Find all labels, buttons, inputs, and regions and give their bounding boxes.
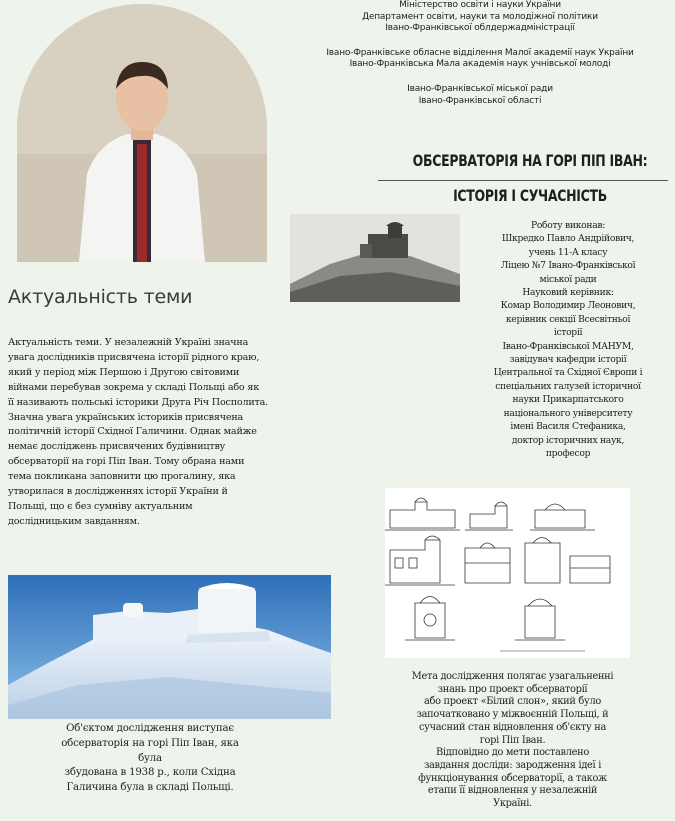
author-line: завідувач кафедри історії (509, 354, 627, 366)
author-line: Ліцею №7 Івано-Франківської (500, 260, 636, 272)
research-object-paragraph (15, 722, 285, 796)
author-portrait (17, 4, 267, 262)
author-line: доктор історичних наук, (511, 434, 625, 446)
organization-header (290, 0, 670, 107)
relevance-paragraph (8, 336, 380, 530)
goal-line: Мета дослідження полягає узагальненні (411, 671, 614, 682)
author-line: Комар Володимир Леонович, (500, 300, 636, 312)
author-line: науки Прикарпатського (512, 394, 624, 406)
relevance-heading: Актуальність теми (8, 286, 193, 308)
author-line: міської ради (539, 273, 597, 285)
object-line: Галичина була в складі Польщі. (66, 782, 234, 794)
author-line: професор (545, 447, 591, 459)
author-line: Шкредко Павло Андрійович, (501, 233, 635, 245)
object-line: була (138, 752, 162, 764)
relevance-line: утворилася в дослідженнях історії України й (8, 486, 228, 498)
goal-line: Україні. (493, 798, 532, 810)
object-line: Об'єктом дослідження виступає (66, 723, 234, 734)
architectural-plans-image (385, 488, 630, 658)
author-line: керівник секції Всесвітньої (505, 313, 631, 325)
relevance-line: Значна увага українських істориків присвячена (8, 411, 244, 423)
goal-line: започатковано у міжвоєнній Польщі, й (416, 709, 609, 721)
research-goal-paragraph (355, 671, 670, 811)
goal-line: завдання досліди: зародження ідеї і (423, 759, 602, 771)
title-divider (378, 180, 668, 181)
author-line: Івано-Франківської МАНУМ, (502, 340, 634, 352)
author-line: Центральної та Східної Європи і (493, 367, 643, 379)
org-oblast: Івано-Франківської області (418, 95, 542, 106)
relevance-line: війнами перебував зокрема у складі Польщі або як (8, 381, 259, 393)
project-title-line2: ІСТОРІЯ І СУЧАСНІСТЬ (453, 186, 607, 205)
author-line: національного університету (503, 407, 633, 419)
author-line: спеціальних галузей історичної (495, 380, 641, 392)
relevance-line: немає досліджень присвячених будівництву (8, 441, 226, 453)
org-department: Департамент освіти, науки та молодіжної політики (362, 11, 598, 22)
org-ministry: Міністерство освіти і науки України (399, 0, 561, 10)
goal-line: етапи її відновлення у незалежній (427, 785, 598, 797)
author-line: учень 11-А класу (528, 246, 608, 258)
relevance-line: обсерваторії на горі Піп Іван. Тому обрана нами (8, 456, 245, 468)
org-academy: Івано-Франківська Мала академія наук учнівської молоді (349, 59, 611, 70)
relevance-line: Актуальність теми. У незалежній Україні значна (8, 337, 249, 348)
goal-line: горі Піп Іван. (479, 734, 546, 746)
author-info (478, 219, 658, 460)
relevance-line: політичній історії Східної Галичини. Однак майже (8, 426, 257, 438)
org-city-council: Івано-Франківської міської ради (407, 83, 553, 94)
org-administration: Івано-Франківської облдержадміністрації (385, 23, 575, 34)
goal-line: Відповідно до мети поставлено (436, 747, 589, 759)
org-regional-branch: Івано-Франківське обласне відділення Малої академії наук України (326, 47, 634, 58)
relevance-line: який у період між Першою і Другою світовими (8, 366, 240, 378)
relevance-line: увага дослідників присвячена історії рідного краю, (8, 351, 260, 363)
project-title-line1: ОБСЕРВАТОРІЯ НА ГОРІ ПІП ІВАН: (412, 151, 648, 170)
goal-line: сучасний стан відновлення об'єкту на (418, 721, 607, 733)
relevance-line: її називають польські історики Друга Річ Посполита. (8, 396, 269, 408)
author-line: Роботу виконав: (530, 220, 606, 231)
relevance-line: дослідницьким завданням. (8, 515, 140, 527)
object-line: обсерваторія на горі Піп Іван, яка (61, 737, 239, 749)
historic-observatory-photo (290, 214, 460, 302)
author-line: Науковий керівник: (522, 287, 614, 299)
author-line: історії (553, 327, 583, 339)
goal-line: або проект «Білий слон», який було (423, 696, 602, 708)
object-line: збудована в 1938 р., коли Східна (64, 767, 236, 779)
winter-observatory-photo (8, 575, 331, 719)
author-line: імені Василя Стефаника, (510, 421, 626, 433)
relevance-line: тема покликана заповнити цю прогалину, яка (8, 471, 236, 483)
relevance-line: Польщі, що є без сумніву актуальним (8, 500, 193, 512)
goal-line: функціонування обсерваторії, а також (418, 772, 607, 784)
goal-line: знань про проект обсерваторії (437, 683, 588, 695)
